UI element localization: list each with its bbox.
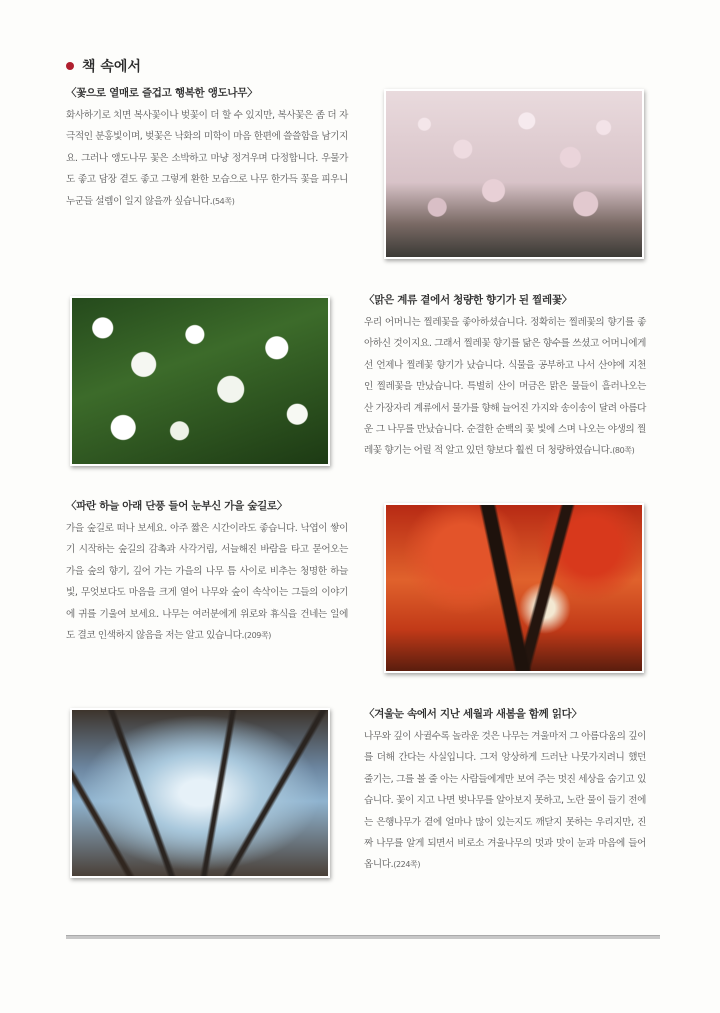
bottom-divider bbox=[66, 935, 660, 939]
page-ref: (54쪽) bbox=[212, 196, 235, 206]
excerpt-body: 화사하기로 치면 복사꽃이나 벚꽃이 더 할 수 있지만, 복사꽃은 좀 더 자극적인 분홍빛이며, 벚꽃은 낙화의 미학이 마음 한편에 쓸쓸함을 남기지요. 그러나 앵도나무 꽃은 소박하고 마냥 정겨우며 다정합니다. 우물가도 좋고 담장 곁도 좋고 그렇게 환한 모습으로 나무 한가득 꽃을 피우니 누군들 설렘이 일지 않을까 싶습니다.(54쪽) bbox=[66, 110, 348, 207]
excerpt-body: 가을 숲길로 떠나 보세요. 아주 짧은 시간이라도 좋습니다. 낙엽이 쌓이기 시작하는 숲길의 감촉과 사각거림, 서늘해진 바람을 타고 묻어오는 가을 숲의 향기, 깊어 가는 가을의 나무 틈 사이로 비추는 청명한 하늘빛, 무엇보다도 마음을 크게 열어 나무와 숲이 속삭이는 그들의 이야기에 귀를 기울여 보세요. 나무는 여러분에게 위로와 휴식을 건네는 일에도 결코 인색하지 않음을 저는 알고 있습니다.(209쪽) bbox=[66, 523, 348, 642]
excerpt-heading: 〈맑은 계류 곁에서 청량한 향기가 된 찔레꽃〉 bbox=[364, 294, 572, 306]
excerpt-heading: 〈파란 하늘 아래 단풍 들어 눈부신 가을 숲길로〉 bbox=[66, 500, 288, 512]
section-title-text: 책 속에서 bbox=[82, 59, 141, 75]
excerpt-heading: 〈겨울눈 속에서 지난 세월과 새봄을 함께 읽다〉 bbox=[364, 708, 582, 720]
flowering-tree-photo bbox=[384, 89, 644, 259]
excerpt-body: 우리 어머니는 찔레꽃을 좋아하셨습니다. 정확히는 찔레꽃의 향기를 좋아하신 것이지요. 그래서 찔레꽃 향기를 닮은 향수를 쓰셨고 어머니에게선 언제나 찔레꽃 향기가 났습니다. 식물을 공부하고 나서 산야에 지천인 찔레꽃을 만났습니다. 특별히 산이 머금은 맑은 물들이 흘러나오는 산 가장자리 계류에서 물가를 향해 늘어진 가지와 송이송이 달려 아름다운 그 나무를 만났습니다. 순결한 순백의 꽃 빛에 스며 나오는 야생의 찔레꽃 향기는 어릴 적 알고 있던 향보다 훨씬 더 청량하였습니다.(80쪽) bbox=[364, 317, 646, 457]
excerpt-body: 나무와 깊이 사귈수록 놀라운 것은 나무는 겨울마저 그 아름다움의 깊이를 더해 간다는 사실입니다. 그저 앙상하게 드러난 나뭇가지려니 했던 줄기는, 그를 볼 줄 아는 사람들에게만 보여 주는 멋진 세상을 숨기고 있습니다. 꽃이 지고 나면 벚나무를 알아보지 못하고, 노란 물이 들기 전에는 은행나무가 곁에 얼마나 많이 있는지도 깨닫지 못하는 우리지만, 진짜 나무를 알게 되면서 비로소 겨울나무의 멋과 맛이 눈과 마음에 들어옵니다.(224쪽) bbox=[364, 731, 646, 871]
autumn-maple-photo bbox=[384, 503, 644, 673]
section-title bbox=[66, 56, 141, 76]
page-ref: (224쪽) bbox=[393, 860, 421, 870]
excerpt-2 bbox=[364, 292, 646, 462]
winter-trees-photo bbox=[70, 708, 330, 878]
page-ref: (209쪽) bbox=[244, 631, 272, 641]
excerpt-1 bbox=[66, 85, 348, 212]
white-flowers-photo bbox=[70, 296, 330, 466]
page-ref: (80쪽) bbox=[612, 446, 635, 456]
excerpt-4 bbox=[364, 706, 646, 876]
excerpt-3 bbox=[66, 498, 348, 646]
bullet-icon bbox=[66, 62, 74, 70]
excerpt-heading: 〈꽃으로 열매로 즐겁고 행복한 앵도나무〉 bbox=[66, 87, 258, 99]
